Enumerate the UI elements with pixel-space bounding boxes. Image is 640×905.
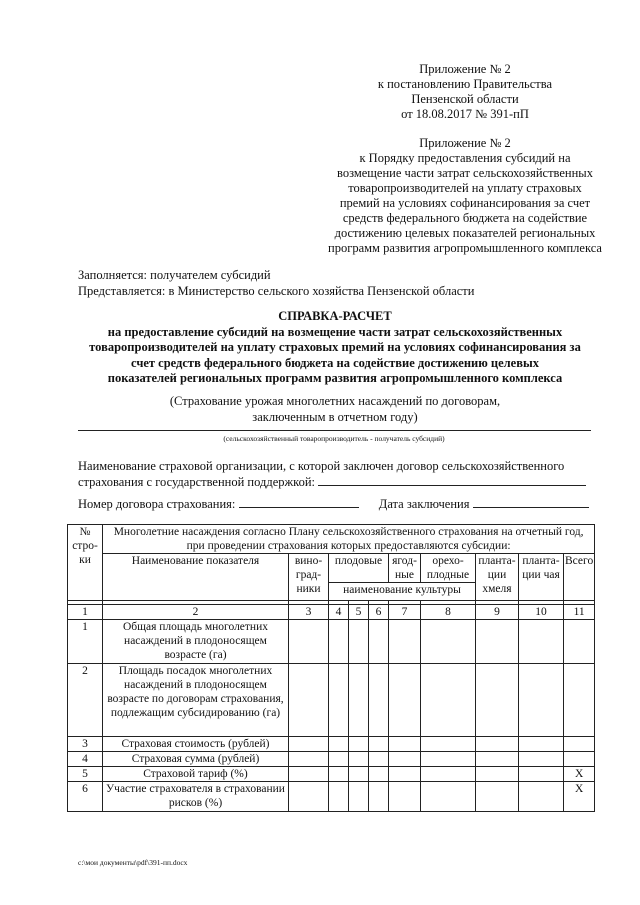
data-cell[interactable] [369,664,389,737]
table-row [68,767,595,782]
title-line: счет средств федерального бюджета на содействие достижению целевых [131,355,539,370]
column-number: 4 [329,605,349,620]
appendix-order-line: средств федерального бюджета на содействие [342,211,588,225]
appendix-order-header [300,136,630,256]
data-cell[interactable] [476,737,519,752]
appendix-order-line: премий на условиях софинансирования за счет [339,196,591,210]
appendix-order-line: достижению целевых показателей региональных [334,226,596,240]
document-title [80,309,590,387]
data-cell[interactable] [349,752,369,767]
data-cell[interactable] [421,664,476,737]
header-vineyards: вино-град-ники [289,554,329,601]
contract-number-field[interactable] [239,496,359,508]
data-cell[interactable] [329,737,349,752]
data-cell[interactable] [329,767,349,782]
column-number: 1 [68,605,103,620]
appendix-region: Пензенской области [411,92,519,106]
column-number: 8 [421,605,476,620]
data-cell[interactable] [289,752,329,767]
row-number: 1 [68,620,103,664]
header-crop-names: наименование культуры [329,583,476,601]
row-label: Страховая стоимость (рублей) [103,737,289,752]
appendix-order-line: к Порядку предоставления субсидий на [359,151,571,165]
data-cell[interactable] [329,752,349,767]
subsidy-table [67,524,595,812]
data-cell[interactable] [389,767,421,782]
subtitle-line: (Страхование урожая многолетних насаждений по договорам, [169,394,501,408]
row-label: Страховая сумма (рублей) [103,752,289,767]
data-cell[interactable] [289,767,329,782]
recipient-caption: (сельскохозяйственный товаропроизводитель - получатель субсидий) [223,434,445,443]
appendix-order-number: Приложение № 2 [419,136,511,150]
data-cell[interactable] [389,620,421,664]
data-cell[interactable] [369,767,389,782]
appendix-order-line: программ развития агропромышленного комплекса [328,241,602,255]
total-cell: X [564,767,595,782]
total-cell[interactable] [564,752,595,767]
appendix-header [300,62,630,122]
recipient-fill-line[interactable] [78,430,591,431]
row-number: 2 [68,664,103,737]
data-cell[interactable] [289,664,329,737]
data-cell[interactable] [349,767,369,782]
column-number: 10 [519,605,564,620]
header-indicator: Наименование показателя [103,554,289,601]
total-cell[interactable] [564,737,595,752]
table-row [68,737,595,752]
insurance-subtitle [150,393,520,425]
data-cell[interactable] [519,620,564,664]
data-cell[interactable] [519,782,564,812]
table-row [68,752,595,767]
data-cell[interactable] [476,782,519,812]
data-cell[interactable] [329,620,349,664]
subtitle-line: заключенным в отчетном году) [252,410,418,424]
data-cell[interactable] [519,752,564,767]
column-number: 3 [289,605,329,620]
column-number: 11 [564,605,595,620]
table-row [68,664,595,737]
data-cell[interactable] [476,767,519,782]
column-number: 7 [389,605,421,620]
header-nut: орехо-плодные [421,554,476,583]
data-cell[interactable] [389,737,421,752]
data-cell[interactable] [329,782,349,812]
insurer-block [78,458,598,490]
total-cell: X [564,782,595,812]
contract-block [78,496,598,512]
table-row [68,782,595,812]
data-cell[interactable] [369,620,389,664]
data-cell[interactable] [421,767,476,782]
data-cell[interactable] [476,752,519,767]
data-cell[interactable] [329,664,349,737]
row-label: Общая площадь многолетних насаждений в плодоносящем возрасте (га) [103,620,289,664]
insurer-fill-field[interactable] [318,474,586,486]
data-cell[interactable] [476,620,519,664]
file-path-footer: c:\мои документы\pdf\391-пп.docx [78,858,188,867]
data-cell[interactable] [421,782,476,812]
header-berry: ягод-ные [389,554,421,583]
appendix-number: Приложение № 2 [419,62,511,76]
total-cell[interactable] [564,620,595,664]
data-cell[interactable] [369,752,389,767]
data-cell[interactable] [289,782,329,812]
row-number: 4 [68,752,103,767]
contract-date-label: Дата заключения [378,497,470,511]
data-cell[interactable] [421,620,476,664]
appendix-order-line: товаропроизводителей на уплату страховых [348,181,582,195]
contract-number-label: Номер договора страхования: [78,497,236,511]
data-cell[interactable] [421,737,476,752]
data-cell[interactable] [349,664,369,737]
data-cell[interactable] [476,664,519,737]
row-label: Площадь посадок многолетних насаждений в плодоносящем возрасте по договорам страхования, подлежащим субсидированию (га) [103,664,289,737]
header-total: Всего [564,554,595,601]
data-cell[interactable] [289,620,329,664]
table-row [68,620,595,664]
submitted-to-note: Представляется: в Министерство сельского хозяйства Пензенской области [78,284,475,298]
row-label: Страховой тариф (%) [103,767,289,782]
data-cell[interactable] [421,752,476,767]
total-cell[interactable] [564,664,595,737]
column-number: 2 [103,605,289,620]
appendix-decree: к постановлению Правительства [377,77,553,91]
data-cell[interactable] [389,664,421,737]
column-number: 9 [476,605,519,620]
row-number: 3 [68,737,103,752]
filled-by-note: Заполняется: получателем субсидий [78,268,271,282]
column-number: 6 [369,605,389,620]
insurer-label-line1: Наименование страховой организации, с которой заключен договор сельскохозяйственного [78,459,565,473]
data-cell[interactable] [349,620,369,664]
row-number: 6 [68,782,103,812]
data-cell[interactable] [349,737,369,752]
row-number: 5 [68,767,103,782]
data-cell[interactable] [349,782,369,812]
appendix-order-line: возмещение части затрат сельскохозяйственных [337,166,593,180]
header-row-number: № стро-ки [68,525,103,601]
title-line: товаропроизводителей на уплату страховых премий на условиях софинансирования за [89,340,581,354]
contract-date-field[interactable] [473,496,589,508]
appendix-date: от 18.08.2017 № 391-пП [401,107,529,121]
title-line: на предоставление субсидий на возмещение части затрат сельскохозяйственных [107,324,563,339]
header-hops: планта-ции хмеля [476,554,519,601]
header-fruit: плодовые [329,554,389,583]
header-tea: планта-ции чая [519,554,564,601]
data-cell[interactable] [369,737,389,752]
data-cell[interactable] [389,752,421,767]
data-cell[interactable] [289,737,329,752]
insurer-label-line2: страхования с государственной поддержкой: [78,475,315,489]
data-cell[interactable] [519,737,564,752]
data-cell[interactable] [519,767,564,782]
title-heading: СПРАВКА-РАСЧЕТ [278,309,392,323]
data-cell[interactable] [519,664,564,737]
data-cell[interactable] [369,782,389,812]
header-group: Многолетние насаждения согласно Плану сельскохозяйственного страхования на отчетный год, при проведении страхования которых предоставляются субсидии: [103,525,595,554]
row-label: Участие страхователя в страховании рисков (%) [103,782,289,812]
data-cell[interactable] [389,782,421,812]
column-number: 5 [349,605,369,620]
title-line: показателей региональных программ развития агропромышленного комплекса [107,371,563,385]
